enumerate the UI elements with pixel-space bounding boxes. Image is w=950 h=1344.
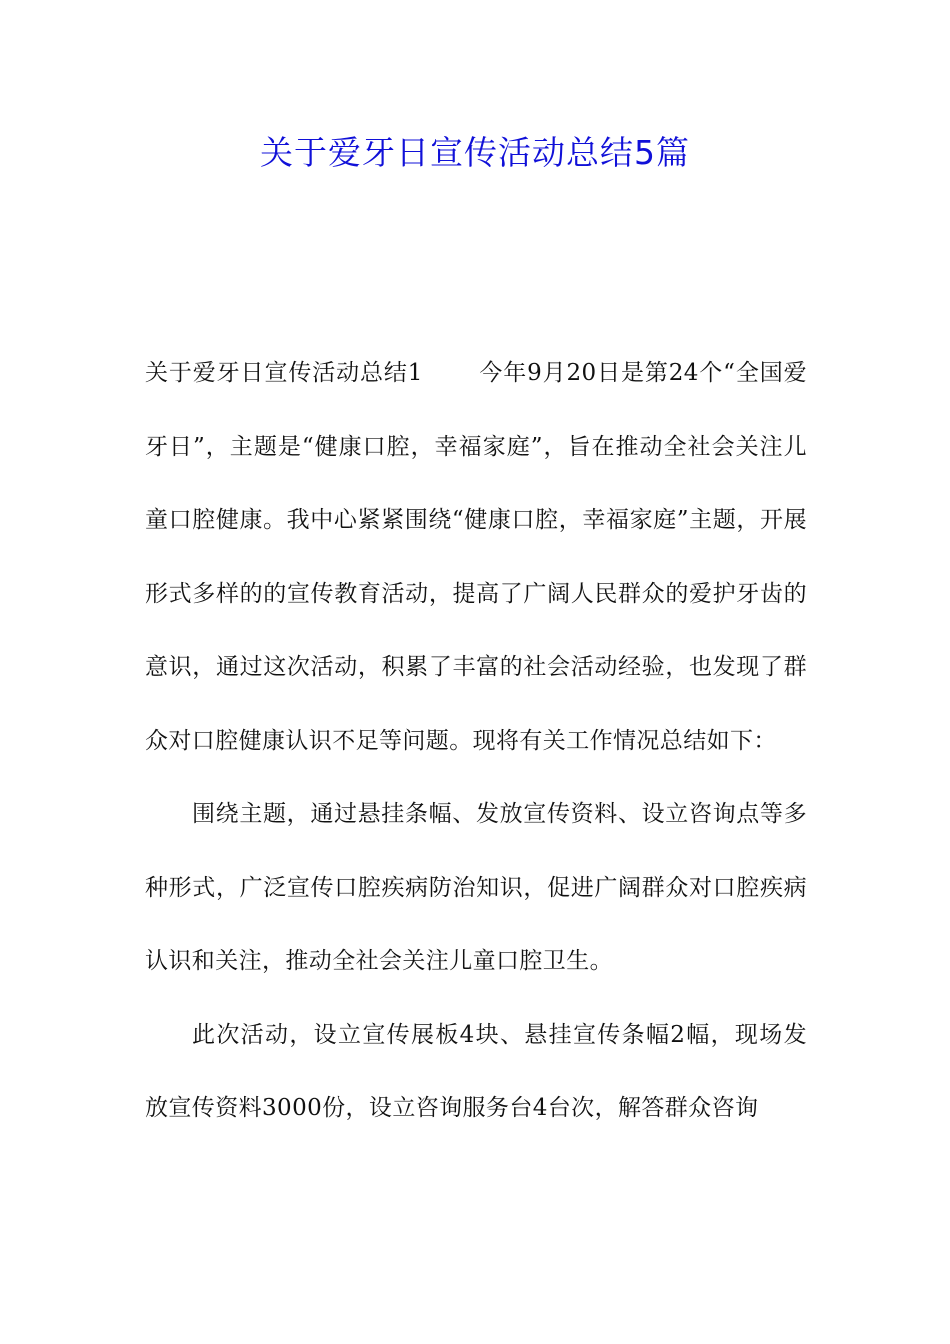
first-paragraph <box>145 337 807 778</box>
section-heading: 关于爱牙日宣传活动总结1 <box>145 360 423 386</box>
paragraph-text: 今年9月20日是第24个“全国爱牙日”，主题是“健康口腔，幸福家庭”，旨在推动全社会关注儿童口腔健康。我中心紧紧围绕“健康口腔，幸福家庭”主题，开展形式多样的的宣传教育活动，提高了广阔人民群众的爱护牙齿的意识，通过这次活动，积累了丰富的社会活动经验，也发现了群众对口腔健康认识不足等问题。现将有关工作情况总结如下： <box>145 360 808 754</box>
document-title: 关于爱牙日宣传活动总结5篇 <box>260 133 690 172</box>
paragraph: 此次活动，设立宣传展板4块、悬挂宣传条幅2幅，现场发放宣传资料3000份，设立咨询服务台4台次，解答群众咨询 <box>145 1021 807 1121</box>
document-body <box>145 337 807 1146</box>
paragraph: 围绕主题，通过悬挂条幅、发放宣传资料、设立咨询点等多种形式，广泛宣传口腔疾病防治知识，促进广阔群众对口腔疾病认识和关注，推动全社会关注儿童口腔卫生。 <box>145 801 807 974</box>
